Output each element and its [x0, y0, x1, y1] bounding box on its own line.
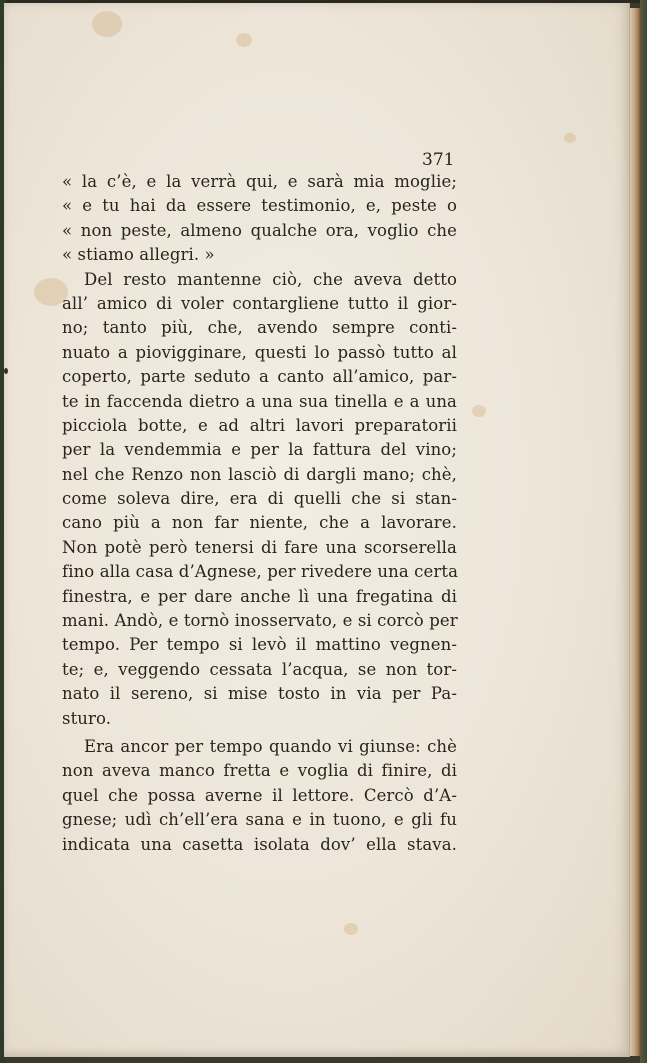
page-edge	[630, 8, 641, 1056]
text-line: quel che possa averne il lettore. Cercò d’A-	[62, 785, 457, 805]
foxing-stain	[472, 405, 486, 417]
paragraph	[62, 170, 457, 268]
text-line: come soleva dire, era di quelli che si stan-	[62, 489, 457, 509]
page-number: 371	[422, 150, 455, 170]
body-text	[62, 170, 457, 857]
text-line: nuato a piovigginare, questi lo passò tutto al	[62, 342, 457, 362]
text-line: gnese; udì ch’ell’era sana e in tuono, e gli fu	[62, 810, 457, 830]
text-line: cano più a non far niente, che a lavorare.	[62, 513, 457, 533]
text-line: « stiamo allegri. »	[62, 245, 215, 265]
text-line: no; tanto più, che, avendo sempre conti-	[62, 318, 457, 338]
text-line: mani. Andò, e tornò inosservato, e si corcò per	[62, 611, 458, 631]
text-line: non aveva manco fretta e voglia di finire, di	[62, 761, 457, 781]
margin-mark	[4, 368, 8, 374]
text-line: tempo. Per tempo si levò il mattino vegnen-	[62, 635, 457, 655]
text-line: fino alla casa d’Agnese, per rivedere una certa	[62, 562, 459, 582]
paragraph	[62, 268, 457, 731]
text-line: Non potè però tenersi di fare una scorserella	[62, 537, 457, 557]
text-line: picciola botte, e ad altri lavori preparatorii	[62, 415, 457, 435]
text-line: coperto, parte seduto a canto all’amico, par-	[62, 367, 457, 387]
paragraph	[62, 735, 457, 857]
text-line: nato il sereno, si mise tosto in via per Pa-	[62, 684, 457, 704]
text-line: te; e, veggendo cessata l’acqua, se non tor-	[62, 659, 457, 679]
foxing-stain	[236, 33, 252, 47]
text-line: « e tu hai da essere testimonio, e, peste o	[62, 196, 457, 216]
text-line: nel che Renzo non lasciò di dargli mano; chè,	[62, 464, 457, 484]
text-line: indicata una casetta isolata dov’ ella stava.	[62, 834, 457, 854]
text-line: « la c’è, e la verrà qui, e sarà mia moglie;	[62, 172, 457, 191]
text-line: all’ amico di voler contargliene tutto il gior-	[62, 293, 457, 313]
book-spine-edge	[640, 0, 647, 1063]
text-line: te in faccenda dietro a una sua tinella e a una	[62, 391, 457, 411]
text-line: Del resto mantenne ciò, che aveva detto	[84, 269, 457, 289]
text-line: per la vendemmia e per la fattura del vino;	[62, 440, 457, 460]
text-line: sturo.	[62, 708, 112, 728]
text-line: « non peste, almeno qualche ora, voglio che	[62, 220, 457, 240]
foxing-stain	[564, 133, 576, 143]
text-line: Era ancor per tempo quando vi giunse: chè	[84, 736, 457, 756]
foxing-stain	[92, 11, 122, 37]
text-line: finestra, e per dare anche lì una fregatina di	[62, 586, 457, 606]
foxing-stain	[344, 923, 358, 935]
